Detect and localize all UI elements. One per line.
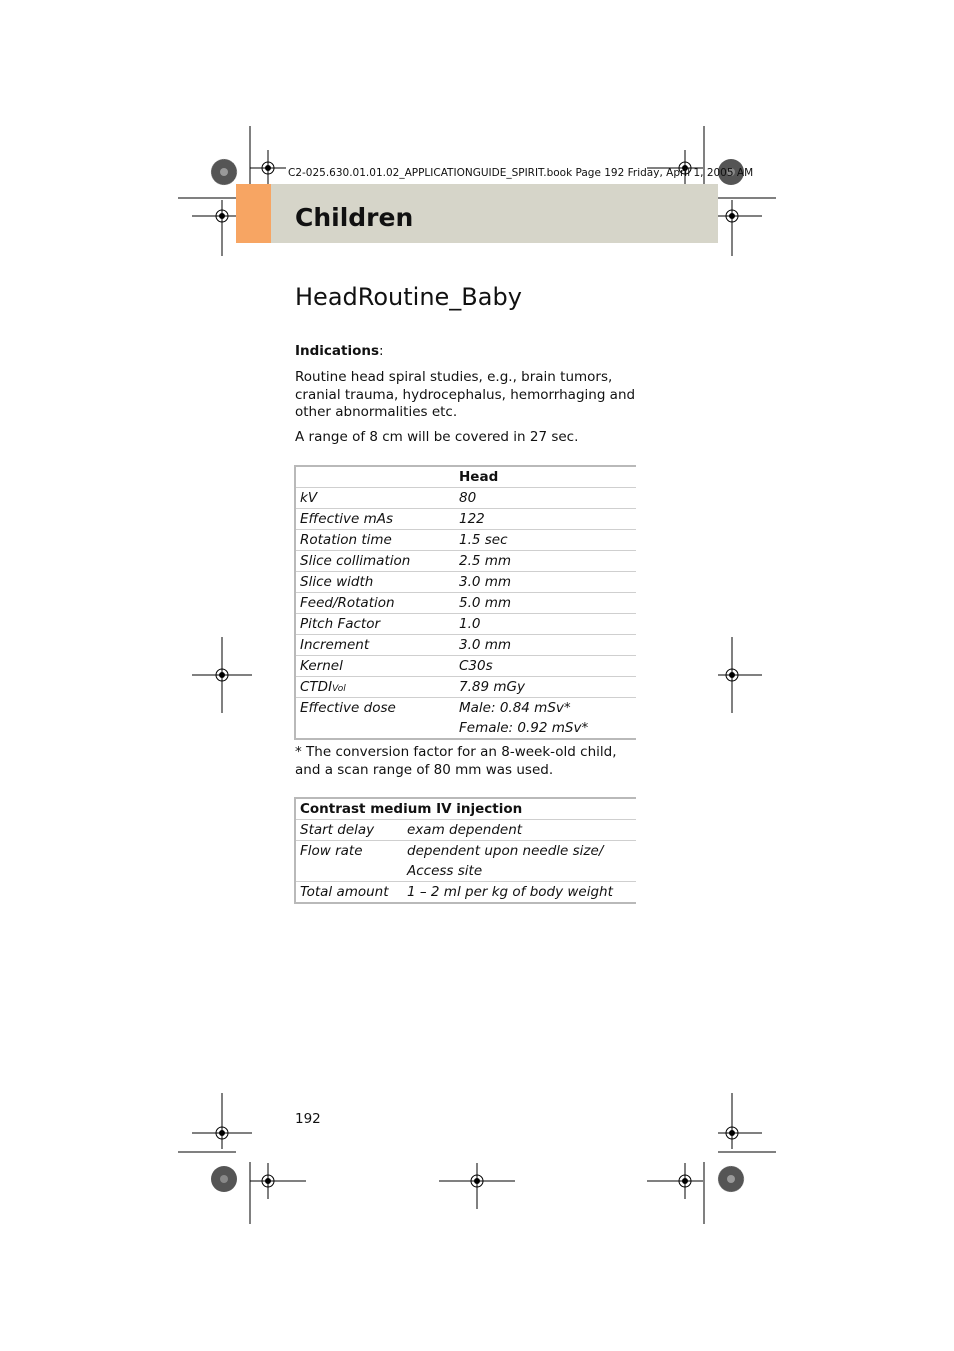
table-row	[295, 551, 636, 572]
param-label: Kernel	[295, 656, 455, 677]
param-label: Pitch Factor	[295, 614, 455, 635]
contrast-value: 1 – 2 ml per kg of body weight	[403, 882, 636, 904]
table-row	[295, 614, 636, 635]
contrast-label: Total amount	[295, 882, 403, 904]
indications-label: Indications	[295, 343, 380, 359]
section-title: Children	[295, 203, 414, 232]
ctdi-value: 7.89 mGy	[455, 677, 636, 698]
table-row	[295, 593, 636, 614]
footnote: * The conversion factor for an 8-week-old child, and a scan range of 80 mm was used.	[295, 744, 617, 778]
table-row	[295, 572, 636, 593]
param-value: 80	[455, 488, 636, 509]
indications-colon: :	[379, 343, 384, 359]
table-row	[295, 698, 636, 719]
dose-label: Effective dose	[295, 698, 455, 719]
param-label: Slice collimation	[295, 551, 455, 572]
indications-text: Routine head spiral studies, e.g., brain tumors, cranial trauma, hydrocephalus, hemorrhaging and other abnormalities etc.	[295, 369, 636, 420]
table-row	[295, 530, 636, 551]
page-title: HeadRoutine_Baby	[295, 283, 522, 311]
param-label: Feed/Rotation	[295, 593, 455, 614]
table-row	[295, 677, 636, 698]
contrast-value: dependent upon needle size/	[403, 841, 636, 862]
contrast-value: Access site	[407, 863, 483, 879]
contrast-table	[294, 797, 636, 904]
param-value: 5.0 mm	[455, 593, 636, 614]
page-number: 192	[295, 1111, 321, 1127]
param-value: 122	[455, 509, 636, 530]
contrast-value: exam dependent	[403, 820, 636, 841]
table-row	[295, 488, 636, 509]
table-row	[295, 841, 636, 862]
indications-heading	[295, 343, 384, 359]
ctdi-label-sub: Vol	[332, 684, 346, 694]
ctdi-label	[295, 677, 455, 698]
param-label: Effective mAs	[295, 509, 455, 530]
dose-female: Female: 0.92 mSv*	[459, 720, 589, 736]
param-value: C30s	[455, 656, 636, 677]
table-row	[295, 718, 636, 739]
param-label: Increment	[295, 635, 455, 656]
param-value: 2.5 mm	[455, 551, 636, 572]
range-text: A range of 8 cm will be covered in 27 sec.	[295, 429, 579, 445]
param-value: 1.5 sec	[455, 530, 636, 551]
param-label: kV	[295, 488, 455, 509]
param-label: Slice width	[295, 572, 455, 593]
dose-male: Male: 0.84 mSv*	[455, 698, 636, 719]
table-row	[295, 656, 636, 677]
table-row	[295, 509, 636, 530]
param-value: 1.0	[455, 614, 636, 635]
section-header-accent	[236, 184, 271, 243]
parameter-table	[294, 465, 636, 740]
parameter-table-header: Head	[459, 469, 499, 485]
contrast-label: Flow rate	[295, 841, 403, 862]
table-row	[295, 635, 636, 656]
book-slug-line: C2-025.630.01.01.02_APPLICATIONGUIDE_SPIRIT.book Page 192 Friday, April 1, 2005 AM	[288, 167, 754, 179]
contrast-label: Start delay	[295, 820, 403, 841]
table-row	[295, 882, 636, 904]
ctdi-label-main: CTDI	[300, 679, 333, 695]
table-row	[295, 861, 636, 882]
param-label: Rotation time	[295, 530, 455, 551]
table-row	[295, 820, 636, 841]
param-value: 3.0 mm	[455, 572, 636, 593]
contrast-table-header: Contrast medium IV injection	[300, 801, 523, 817]
param-value: 3.0 mm	[455, 635, 636, 656]
